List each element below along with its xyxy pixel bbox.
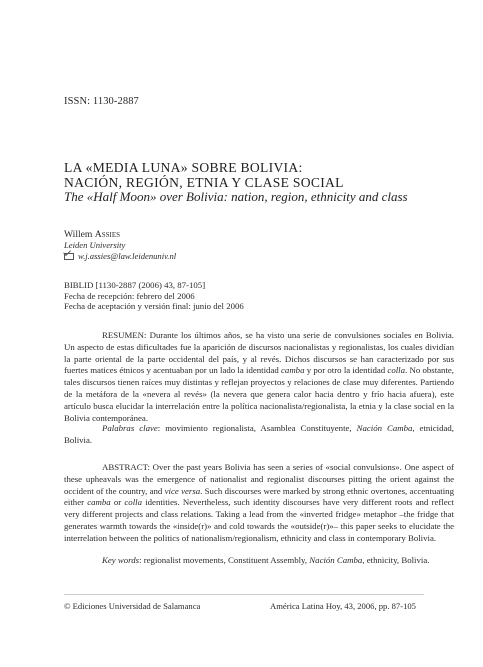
palabras-clave-nacion-camba: Nación Camba [356,423,413,433]
author-email-row [64,251,176,262]
abstract-colla: colla [124,497,142,508]
abstract-vice-versa: vice versa [164,485,201,496]
abstract-text-or: or [110,497,125,508]
footer-journal-citation: América Latina Hoy, 43, 2006, pp. 87-105 [270,601,416,611]
article-title [64,160,344,190]
palabras-clave-text-2: , etnicidad, Bolivia. [64,423,454,445]
palabras-clave-label: Palabras clave [102,423,158,433]
key-words-paragraph [64,555,454,567]
abstract-camba: camba [87,497,111,508]
resumen-text-3: . No obstante, tales discursos tienen raíces muy distintas y reflejan proyectos y relaciones de clase muy diferentes. Partiendo de la metáfora de la «nevera al revés» (la nevera que genera calor hacia dentro y frío hacia afuera), este artículo busca elucidar la interrelación entre la política nacionalista/regionalista, la etnia y la clase social en la Bolivia contemporánea. [64,365,454,423]
envelope-icon [64,253,74,260]
english-title: The «Half Moon» over Bolivia: nation, region, ethnicity and class [64,189,408,204]
key-words-text-1: : regionalist movements, Constituent Assembly, [139,555,310,565]
author-block [64,229,176,262]
biblio-block [64,280,244,312]
key-words-nacion-camba: Nación Camba [309,555,363,565]
author-affiliation: Leiden University [64,240,126,250]
key-words-label: Key words [102,555,140,565]
author-last-name: Assies [94,229,121,240]
abstract-text-1: ABSTRACT: Over the past years Bolivia has seen a series of «social convulsions». One aspect of these upheavals was the emergence of nationalist and regionalist discourses pitting the orient against the occident of the country, and [64,462,454,496]
reception-date: Fecha de recepción: febrero del 2006 [64,290,195,301]
biblid: BIBLID [1130-2887 (2006) 43, 87-105] [64,280,206,290]
resumen-text-1: RESUMEN: Durante los últimos años, se ha visto una serie de convulsiones sociales en Bolivia. Un aspecto de estas dificultades fue la aparición de discursos nacionalistas y regionalistas, los cuales dividían la parte oriental de la parte occidental del país, y al revés. Dichos discursos se han caracterizado por sus fuertes matices étnicos y acentuaban por un lado la identidad [64,330,454,376]
palabras-clave-paragraph [64,423,454,447]
title-line-1: LA «MEDIA LUNA» SOBRE BOLIVIA: [64,160,303,175]
abstract-text-3: identities. Nevertheless, such identity discourses have very different roots and reflect very different projects and class relations. Taking a lead from the «inverted fridge» metaphor –the fridge that generates warmth towards the «inside(r)» and cold towards the «outside(r)»– this paper seeks to elucidate the interrelation between the politics of nationalism/regionalism, ethnicity and class in contemporary Bolivia. [64,497,454,543]
footer-divider [64,594,424,595]
resumen-text-2: y por otro la identidad [304,365,388,376]
resumen-camba: camba [281,365,305,376]
author-first-name: Willem [64,229,93,240]
footer-publisher: © Ediciones Universidad de Salamanca [64,601,201,611]
abstract-paragraph [64,462,454,545]
abstract-text-2: . Such discourses were marked by strong ethnic overtones, accentuating either [64,485,454,508]
palabras-clave-text-1: : movimiento regionalista, Asamblea Constituyente, [157,423,357,433]
acceptance-date: Fecha de aceptación y versión final: junio del 2006 [64,301,244,312]
author-email[interactable]: w.j.assies@law.leidenuniv.nl [78,251,177,261]
title-line-2: NACIÓN, REGIÓN, ETNIA Y CLASE SOCIAL [64,175,344,190]
author-name [64,229,176,240]
resumen-paragraph [64,330,454,424]
issn-number: ISSN: 1130-2887 [64,96,139,107]
resumen-colla: colla [387,365,406,376]
key-words-text-2: , ethnicity, Bolivia. [362,555,430,565]
